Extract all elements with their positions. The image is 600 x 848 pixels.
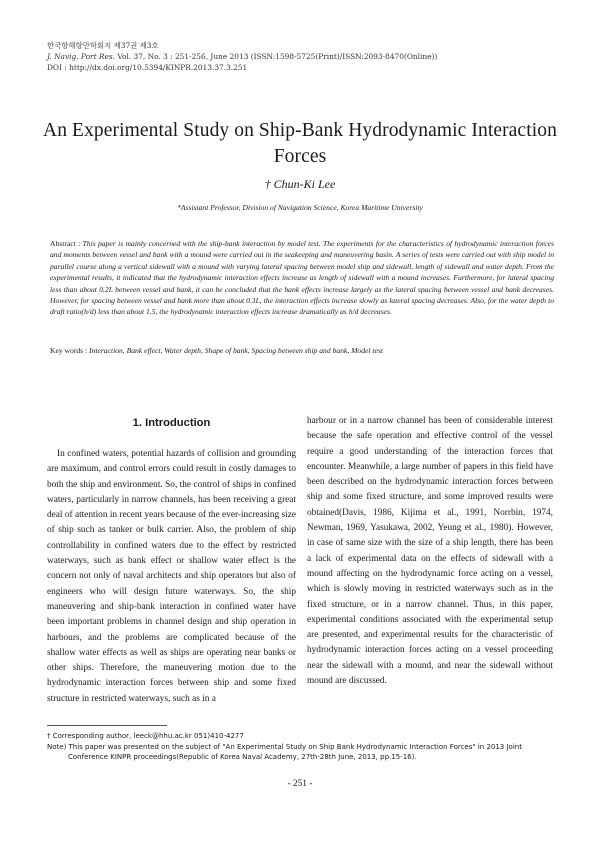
author-name: † Chun-Ki Lee <box>264 177 336 191</box>
footnote-corresponding: † Corresponding author, leeck@hhu.ac.kr 051)410-4277 <box>47 732 244 740</box>
journal-doi: DOI : http://dx.doi.org/10.5394/KINPR.2013.37.3.251 <box>47 63 248 72</box>
keywords-text: Interaction, Bank effect, Water depth, Shape of bank, Spacing between ship and bank, Model test <box>89 346 383 355</box>
footnote-note-continued: Conference KINPR proceedings(Republic of Korea Naval Academy, 27th-28th June, 2013, pp.15-16). <box>68 753 417 761</box>
journal-header <box>47 40 437 73</box>
right-column <box>307 414 553 689</box>
journal-citation <box>47 51 437 62</box>
author-affiliation: *Assistant Professor, Division of Navigation Science, Korea Maritime University <box>177 203 423 212</box>
keywords-label: Key words : <box>50 346 90 355</box>
journal-name: J. Navig. Port Res. <box>47 52 115 61</box>
abstract-text: This paper is mainly concerned with the ship-bank interaction by model test. The experiments for the characteristics of hydrodynamic interaction forces and moments between vessel and bank with a mound were carried out in the seakeeping and maneuvering basin. A series of tests were carried out with ship model in parallel course along a vertical sidewall with a mound with varying lateral spacing between model ship and sidewall, length of sidewall and water depth. From the experimental results, it indicated that the hydrodynamic interaction effects increase as length of sidewall with a mound increases. Furthermore, for lateral spacing less than about 0.2L between vessel and bank, it can be concluded that the bank effects increase largely as the lateral spacing between vessel and bank decreases. However, for spacing between vessel and bank more than about 0.3L, the interaction effects increase slowly as lateral spacing decreases. Also, for the water depth to draft ratio(h/d) less than about 1.5, the hydrodynamic interaction effects increase dramatically as h/d decreases. <box>50 239 554 317</box>
section-heading: 1. Introduction <box>132 417 211 429</box>
left-column <box>47 447 296 707</box>
left-column-text: In confined waters, potential hazards of collision and grounding are maximum, and control errors could result in costly damages to both the ship and environment. So, the control of ships in confined waters, particularly in narrow channels, has been receiving a great deal of attention in recent years because of the ever-increasing size of ship such as tanker or bulk carrier. Also, the problem of ship controllability in confined waters due to the effect by restricted waterways, such as bank effect or shallow water effect is the concern not only of naval architects and ship operators but also of engineers who will design future waterways. So, the ship maneuvering and ship-bank interaction in confined water have been important problems in channel design and ship operation in harbours, and the problems are complicated because of the shallow water effects as well as ships are operating near banks or other ships. Therefore, the maneuvering motion due to the hydrodynamic interaction forces between ship and some fixed structure in restricted waterways, such as in a <box>47 449 296 704</box>
footnote-divider <box>47 725 167 726</box>
page-number: - 251 - <box>287 779 313 789</box>
right-column-text: harbour or in a narrow channel has been of considerable interest because the safe operation and effective control of the vessel require a good understanding of the interaction forces that encounter. Meanwhile, a large number of papers in this field have been described on the hydrodynamic interaction forces between ship and some fixed structure, and some improved results were obtained(Davis, 1986, Kijima et al., 1991, Norrbin, 1974, Newman, 1969, Yasukawa, 2002, Yeung et al., 1980). However, in case of same size with the size of a ship length, there has been a lack of experimental data on the effects of sidewall with a mound affecting on the hydrodynamic force acting on a vessel, which is slowly moving in restricted waterways such as in the fixed structure, or in a narrow channel. Thus, in this paper, experimental conditions associated with the experimental setup are presented, and experimental results for the characteristic of hydrodynamic interaction forces acting on a vessel proceeding near the sidewall with a mound, and near the sidewall without mound are discussed. <box>307 416 553 687</box>
footnotes <box>47 731 557 763</box>
footnote-note: Note) This paper was presented on the subject of "An Experimental Study on Ship Bank Hydrodynamic Interaction Forces" in 2013 Joint <box>47 742 522 751</box>
journal-volume: Vol. 37, No. 3 : 251-256, June 2013 (ISSN:1598-5725(Print)/ISSN:2093-8470(Online)) <box>114 52 438 61</box>
paper-title: An Experimental Study on Ship-Bank Hydrodynamic Interaction Forces <box>43 120 557 167</box>
abstract-label: Abstract : <box>50 239 83 248</box>
keywords <box>50 346 554 355</box>
abstract <box>50 238 554 318</box>
journal-korean: 한국항해항만학회지 제37권 제3호 <box>47 41 159 50</box>
